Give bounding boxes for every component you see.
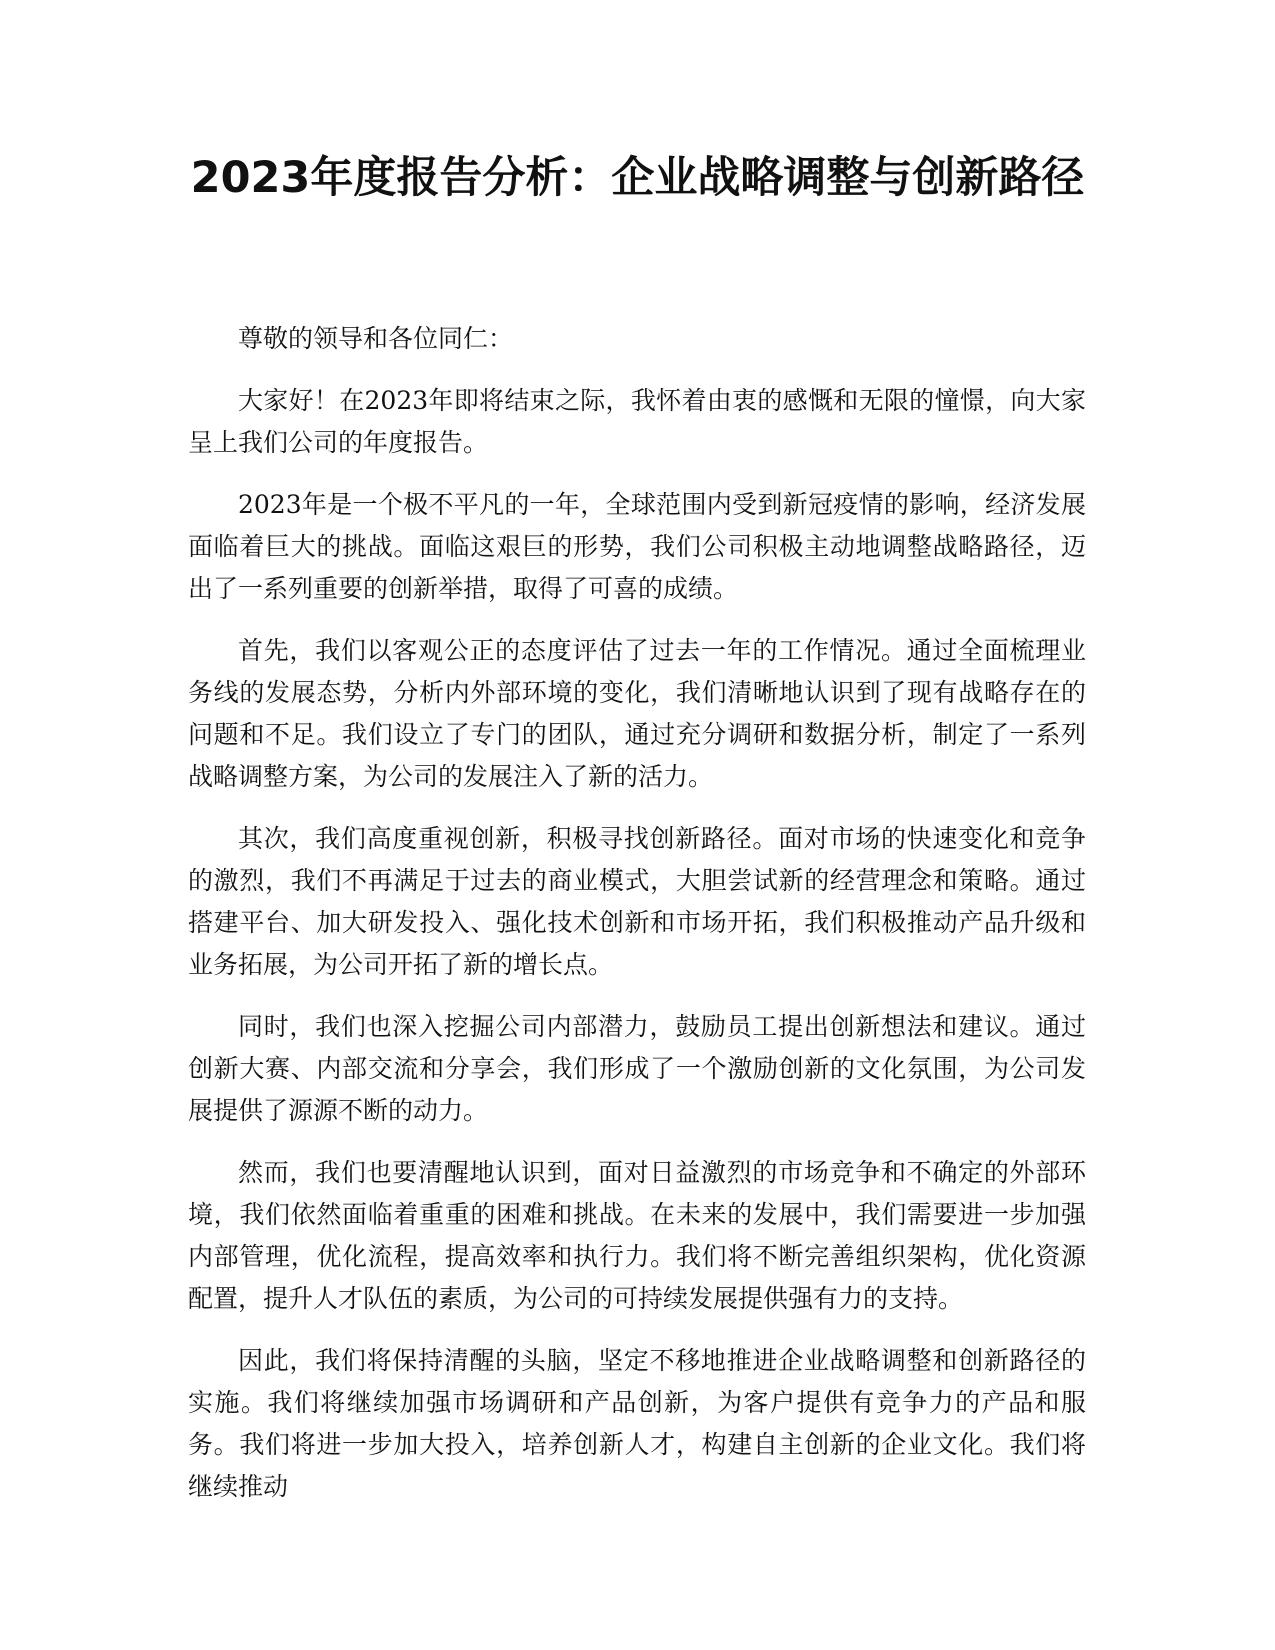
document-body [188, 318, 1086, 1528]
paragraph-conclusion: 因此，我们将保持清醒的头脑，坚定不移地推进企业战略调整和创新路径的实施。我们将继续加强市场调研和产品创新，为客户提供有竞争力的产品和服务。我们将进一步加大投入，培养创新人才，构建自主创新的企业文化。我们将继续推动 [188, 1346, 1086, 1501]
paragraph-internal-potential: 同时，我们也深入挖掘公司内部潜力，鼓励员工提出创新想法和建议。通过创新大赛、内部交流和分享会，我们形成了一个激励创新的文化氛围，为公司发展提供了源源不断的动力。 [188, 1012, 1086, 1125]
paragraph-first-assessment: 首先，我们以客观公正的态度评估了过去一年的工作情况。通过全面梳理业务线的发展态势，分析内外部环境的变化，我们清晰地认识到了现有战略存在的问题和不足。我们设立了专门的团队，通过充分调研和数据分析，制定了一系列战略调整方案，为公司的发展注入了新的活力。 [188, 636, 1086, 791]
paragraph-year-overview: 2023年是一个极不平凡的一年，全球范围内受到新冠疫情的影响，经济发展面临着巨大的挑战。面临这艰巨的形势，我们公司积极主动地调整战略路径，迈出了一系列重要的创新举措，取得了可喜的成绩。 [188, 490, 1086, 603]
paragraph-second-innovation: 其次，我们高度重视创新，积极寻找创新路径。面对市场的快速变化和竞争的激烈，我们不再满足于过去的商业模式，大胆尝试新的经营理念和策略。通过搭建平台、加大研发投入、强化技术创新和市场开拓，我们积极推动产品升级和业务拓展，为公司开拓了新的增长点。 [188, 824, 1086, 979]
paragraph-salutation: 尊敬的领导和各位同仁： [238, 324, 514, 353]
paragraph-challenges: 然而，我们也要清醒地认识到，面对日益激烈的市场竞争和不确定的外部环境，我们依然面临着重重的困难和挑战。在未来的发展中，我们需要进一步加强内部管理，优化流程，提高效率和执行力。我们将不断完善组织架构，优化资源配置，提升人才队伍的素质，为公司的可持续发展提供强有力的支持。 [188, 1158, 1086, 1313]
paragraph-greeting: 大家好！在2023年即将结束之际，我怀着由衷的感慨和无限的憧憬，向大家呈上我们公司的年度报告。 [188, 386, 1086, 457]
document-title: 2023年度报告分析：企业战略调整与创新路径 [190, 153, 1085, 203]
